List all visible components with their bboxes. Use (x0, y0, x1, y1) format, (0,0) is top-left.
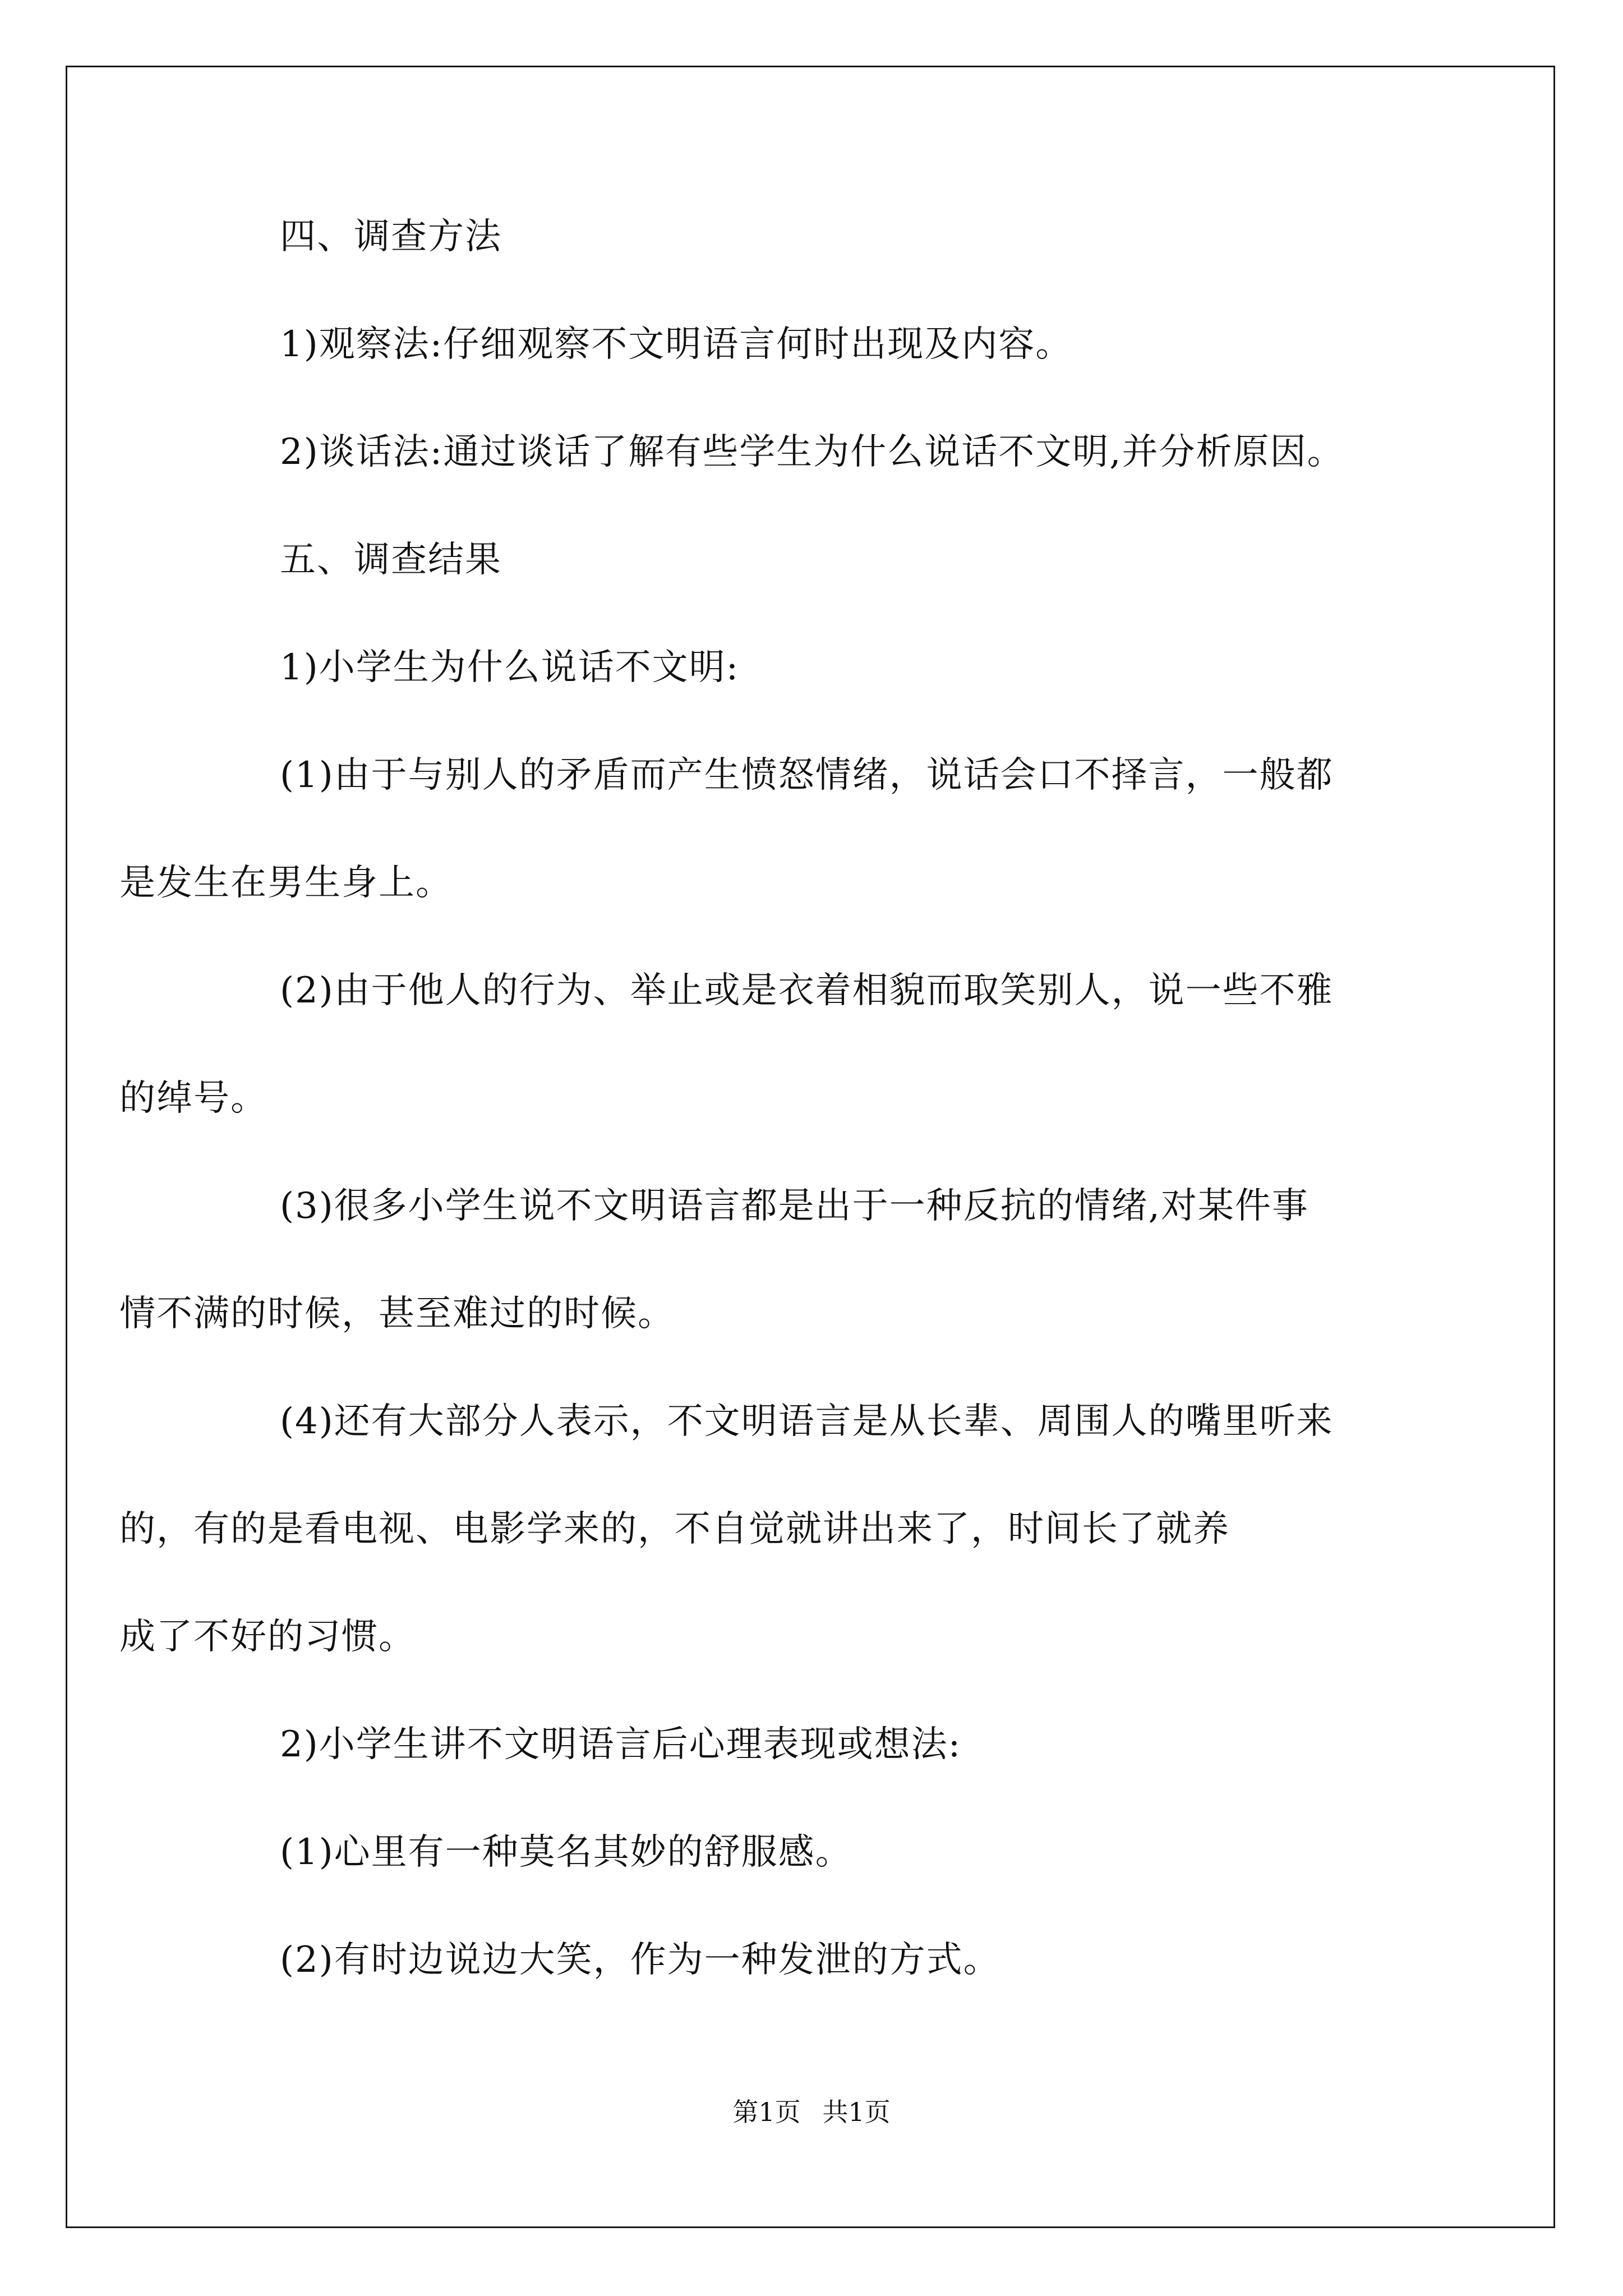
reason-paragraph-4 (119, 1401, 1428, 1658)
reason-paragraph-3 (119, 1185, 1428, 1335)
text-line: 2)小学生讲不文明语言后心理表现或想法: (280, 1724, 962, 1765)
text-line: (2)由于他人的行为、举止或是衣着相貌而取笑别人，说一些不雅 (280, 970, 1334, 1011)
text-line: (1)心里有一种莫名其妙的舒服感。 (280, 1832, 852, 1873)
text-line: 五、调查结果 (280, 539, 502, 581)
text-line: 是发生在男生身上。 (119, 862, 453, 904)
page-footer (0, 2098, 1623, 2126)
text-line: (3)很多小学生说不文明语言都是出于一种反抗的情绪,对某件事 (280, 1185, 1309, 1227)
reason-paragraph-1 (119, 754, 1428, 904)
page-number-current: 第1页 (732, 2097, 801, 2127)
reason-paragraph-2 (119, 970, 1428, 1119)
list-item-psychology (200, 1724, 1428, 1834)
psychology-paragraph-1 (200, 1834, 1428, 1942)
text-line: 1)小学生为什么说话不文明: (280, 647, 740, 688)
text-line: (4)还有大部分人表示，不文明语言是从长辈、周围人的嘴里听来 (280, 1401, 1334, 1442)
psychology-paragraph-2 (200, 1939, 1428, 2050)
list-item-observation (200, 326, 1428, 434)
text-line: 的，有的是看电视、电影学来的，不自觉就讲出来了，时间长了就养 (119, 1508, 1230, 1550)
text-line: 1)观察法:仔细观察不文明语言何时出现及内容。 (280, 324, 1073, 365)
text-line: 四、调查方法 (280, 216, 502, 257)
heading-survey-method (200, 216, 1428, 326)
heading-survey-results (200, 539, 1428, 650)
text-line: 2)谈话法:通过谈话了解有些学生为什么说话不文明,并分析原因。 (280, 431, 1344, 473)
list-item-reasons (200, 647, 1428, 757)
text-line: (1)由于与别人的矛盾而产生愤怒情绪，说话会口不择言，一般都 (280, 754, 1334, 796)
text-line: (2)有时边说边大笑，作为一种发泄的方式。 (280, 1939, 1000, 1981)
list-item-interview (200, 431, 1428, 542)
text-line: 成了不好的习惯。 (119, 1616, 416, 1658)
text-line: 的绰号。 (119, 1078, 268, 1119)
text-line: 情不满的时候，甚至难过的时候。 (119, 1293, 675, 1335)
page-number-total: 共1页 (822, 2097, 891, 2127)
document-body (119, 216, 1428, 2050)
